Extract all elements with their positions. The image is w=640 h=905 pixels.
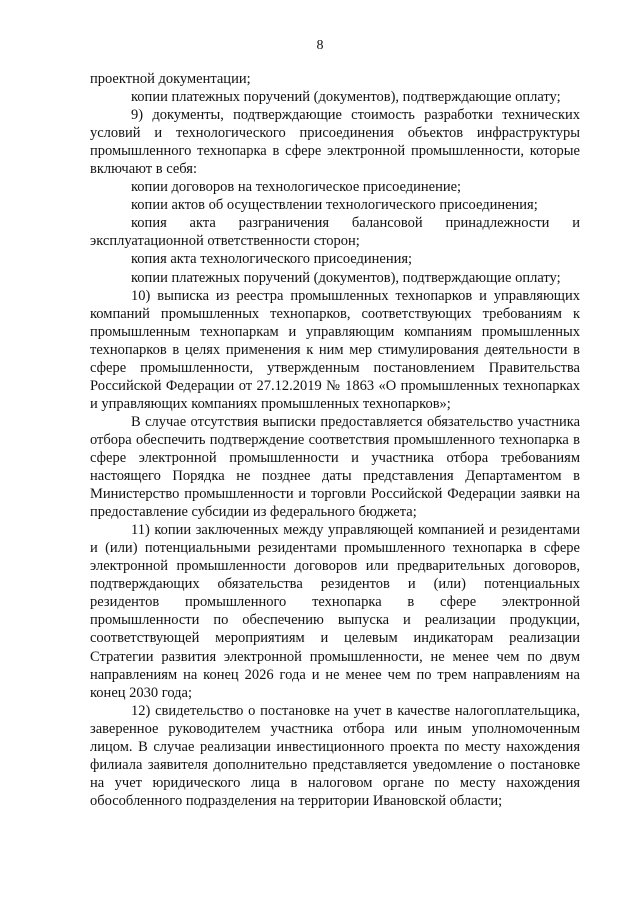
paragraph-balance-act: копия акта разграничения балансовой принадлежности и эксплуатационной ответственности сторон; xyxy=(90,215,580,250)
paragraph-payment-orders-2: копии платежных поручений (документов), подтверждающие оплату; xyxy=(131,269,561,286)
paragraph-connection-contracts: копии договоров на технологическое присоединение; xyxy=(131,179,462,196)
paragraph-continuation: проектной документации; xyxy=(90,71,251,87)
document-body xyxy=(90,70,580,810)
paragraph-connection-acts: копии актов об осуществлении технологического присоединения; xyxy=(131,197,538,214)
paragraph-item-12: 12) свидетельство о постановке на учет в качестве налогоплательщика, заверенное руководителем участника отбора или иным уполномоченным лицом. В случае реализации инвестиционного проекта по месту нахождения филиала заявителя дополнительно представляется уведомление о постановке на учет юридического лица в налоговом органе по месту нахождения обособленного подразделения на территории Ивановской области; xyxy=(90,702,580,809)
paragraph-no-extract: В случае отсутствия выписки предоставляется обязательство участника отбора обеспечить подтверждение соответствия промышленного технопарка в сфере электронной промышленности и участника отбора требованиям настоящего Порядка не позднее даты представления Департаментом в Министерство промышленности и торговли Российской Федерации заявки на предоставление субсидии из федерального бюджета; xyxy=(90,413,580,521)
page-number: 8 xyxy=(316,38,324,53)
paragraph-payment-orders-1: копии платежных поручений (документов), подтверждающие оплату; xyxy=(131,89,561,106)
paragraph-item-11: 11) копии заключенных между управляющей компанией и резидентами и (или) потенциальными резидентами промышленного технопарка в сфере электронной промышленности договоров или предварительных договоров, подтверждающих обязательства резидентов и (или) потенциальных резидентов промышленного технопарка в сфере электронной промышленности по обеспечению выпуска и реализации продукции, соответствующей мероприятиям и целевым индикаторам реализации Стратегии развития электронной промышленности, не менее чем по двум направлениям на конец 2026 года и не менее чем по трем направлениям на конец 2030 года; xyxy=(90,522,580,701)
paragraph-item-10: 10) выписка из реестра промышленных технопарков и управляющих компаний промышленных технопарков, соответствующих требованиям к промышленным технопаркам и управляющим компаниям промышленных технопарков в целях применения к ним мер стимулирования деятельности в сфере промышленности, утвержденным постановлением Правительства Российской Федерации от 27.12.2019 № 1863 «О промышленных технопарках и управляющих компаниях промышленных технопарков»; xyxy=(90,287,580,412)
paragraph-item-9: 9) документы, подтверждающие стоимость разработки технических условий и технологического присоединения объектов инфраструктуры промышленного технопарка в сфере электронной промышленности, которые включают в себя: xyxy=(90,107,580,178)
paragraph-connection-act: копия акта технологического присоединения; xyxy=(131,251,413,268)
